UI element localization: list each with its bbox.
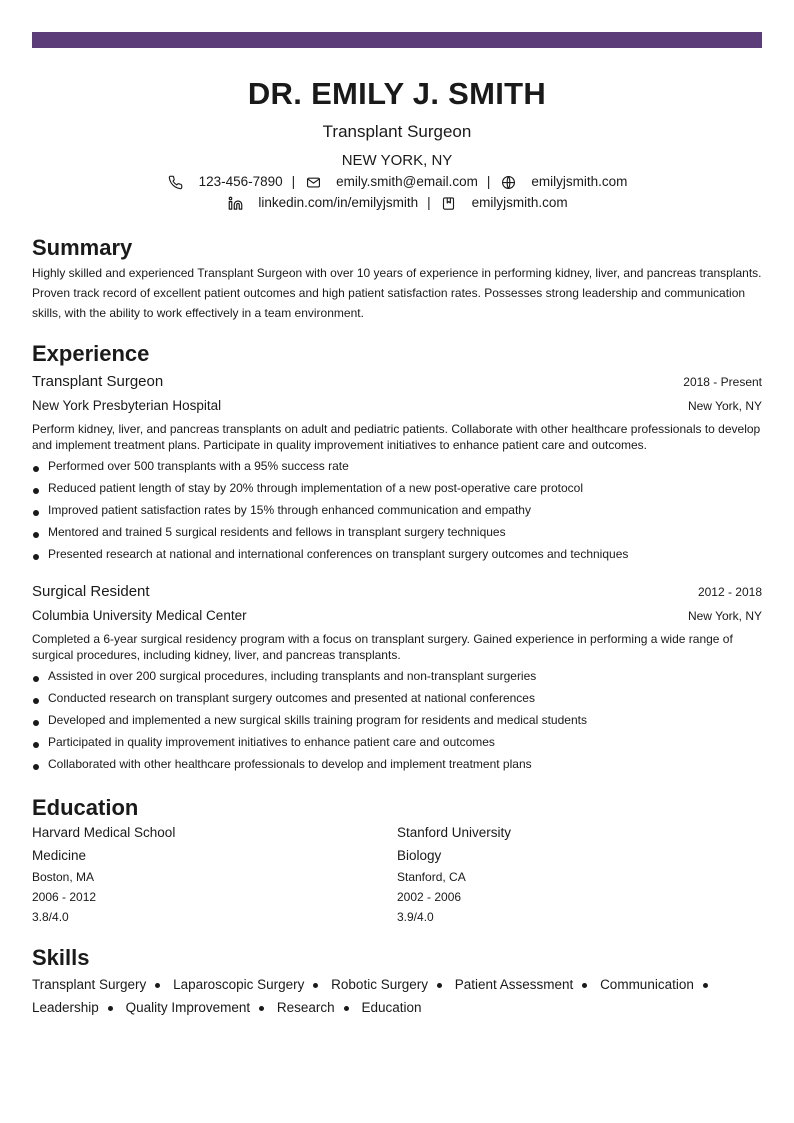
skill-item: Research — [276, 1000, 335, 1015]
education-section — [32, 795, 762, 927]
education-gpa: 3.9/4.0 — [397, 910, 434, 924]
skill-item: Education — [361, 1000, 422, 1015]
education-field: Biology — [397, 848, 442, 863]
job-title: Surgical Resident — [32, 583, 150, 600]
portfolio-item — [440, 193, 568, 213]
list-item — [32, 665, 762, 687]
accent-bar — [32, 32, 762, 48]
education-grid — [32, 822, 762, 927]
resume-header — [32, 76, 762, 213]
linkedin-link[interactable]: linkedin.com/in/emilyjsmith — [258, 195, 419, 210]
bullet-icon — [33, 720, 39, 726]
section-heading-experience: Experience — [32, 341, 150, 366]
bookmark-icon — [440, 194, 458, 212]
candidate-title: Transplant Surgeon — [322, 122, 472, 141]
job-description: Completed a 6-year surgical residency program with a focus on transplant surgery. Gained experience in performing a wide range of surgical procedures, including kidney, liver, and pancreas transplants. — [32, 632, 733, 662]
achievement-text: Conducted research on transplant surgery outcomes and presented at national conferences — [48, 691, 535, 705]
globe-icon — [499, 173, 517, 191]
education-entry — [397, 822, 762, 927]
achievement-text: Mentored and trained 5 surgical residents and fellows in transplant surgery techniques — [48, 525, 506, 539]
job-achievements — [32, 455, 762, 565]
bullet-icon — [582, 983, 587, 988]
bullet-icon — [33, 510, 39, 516]
portfolio-link[interactable]: emilyjsmith.com — [471, 195, 568, 210]
list-item — [32, 455, 762, 477]
skills-list — [32, 973, 762, 1019]
job-entry — [32, 371, 762, 565]
separator: | — [486, 174, 491, 189]
bullet-icon — [155, 983, 160, 988]
candidate-name: DR. EMILY J. SMITH — [247, 76, 547, 111]
education-location: Boston, MA — [32, 870, 95, 884]
section-heading-summary: Summary — [32, 235, 133, 260]
bullet-icon — [33, 554, 39, 560]
achievement-text: Participated in quality improvement initiatives to enhance patient care and outcomes — [48, 735, 495, 749]
website-link[interactable]: emilyjsmith.com — [531, 174, 628, 189]
contact-row-primary — [32, 172, 762, 192]
skill-item: Communication — [600, 977, 694, 992]
separator: | — [291, 174, 296, 189]
job-dates: 2012 - 2018 — [697, 585, 762, 599]
bullet-icon — [703, 983, 708, 988]
bullet-icon — [33, 764, 39, 770]
education-gpa: 3.8/4.0 — [32, 910, 69, 924]
summary-text: Highly skilled and experienced Transplant Surgeon with over 10 years of experience in performing kidney, liver, and pancreas transplants. Proven track record of excellent patient outcomes and high patient satisfaction rates. Possesses strong leadership and communication skills, with the ability to work effectively in a team environment. — [32, 266, 762, 320]
list-item — [32, 521, 762, 543]
job-title: Transplant Surgeon — [32, 373, 164, 390]
email-link[interactable]: emily.smith@email.com — [336, 174, 478, 189]
experience-section — [32, 341, 762, 775]
job-header-row — [32, 371, 762, 393]
website-item — [499, 172, 627, 192]
job-organization: New York Presbyterian Hospital — [32, 398, 222, 413]
bullet-icon — [33, 466, 39, 472]
separator: | — [427, 195, 431, 210]
skill-item: Robotic Surgery — [331, 977, 428, 992]
bullet-icon — [259, 1006, 264, 1011]
phone-text[interactable]: 123-456-7890 — [198, 174, 283, 189]
achievement-text: Collaborated with other healthcare professionals to develop and implement treatment plans — [48, 757, 532, 771]
skill-item: Patient Assessment — [454, 977, 574, 992]
job-location: New York, NY — [687, 399, 762, 413]
list-item — [32, 709, 762, 731]
bullet-icon — [33, 676, 39, 682]
bullet-icon — [33, 488, 39, 494]
list-item — [32, 499, 762, 521]
skill-item: Laparoscopic Surgery — [173, 977, 305, 992]
bullet-icon — [33, 532, 39, 538]
education-school: Stanford University — [397, 825, 512, 840]
linkedin-icon — [226, 194, 244, 212]
list-item — [32, 731, 762, 753]
mail-icon — [304, 173, 322, 191]
list-item — [32, 543, 762, 565]
section-heading-education: Education — [32, 795, 139, 820]
summary-section — [32, 235, 762, 323]
job-location: New York, NY — [687, 609, 762, 623]
achievement-text: Presented research at national and international conferences on transplant surgery outcomes and techniques — [48, 547, 629, 561]
achievement-text: Assisted in over 200 surgical procedures, including transplants and non-transplant surgeries — [48, 669, 537, 683]
education-school: Harvard Medical School — [32, 825, 176, 840]
resume-page — [32, 32, 762, 1019]
bullet-icon — [437, 983, 442, 988]
achievement-text: Performed over 500 transplants with a 95% success rate — [48, 459, 349, 473]
skill-item: Leadership — [32, 1000, 99, 1015]
job-org-row — [32, 393, 762, 417]
list-item — [32, 477, 762, 499]
phone-icon — [167, 173, 185, 191]
bullet-icon — [33, 742, 39, 748]
job-organization: Columbia University Medical Center — [32, 608, 247, 623]
bullet-icon — [108, 1006, 113, 1011]
job-entry — [32, 581, 762, 775]
education-location: Stanford, CA — [397, 870, 466, 884]
job-achievements — [32, 665, 762, 775]
skill-item: Quality Improvement — [125, 1000, 251, 1015]
section-heading-skills: Skills — [32, 945, 90, 970]
job-org-row — [32, 603, 762, 627]
linkedin-item — [226, 193, 418, 213]
achievement-text: Reduced patient length of stay by 20% through implementation of a new post-operative care protocol — [48, 481, 583, 495]
phone-item — [167, 172, 283, 192]
job-dates: 2018 - Present — [683, 375, 762, 389]
bullet-icon — [344, 1006, 349, 1011]
achievement-text: Developed and implemented a new surgical skills training program for residents and medical students — [48, 713, 587, 727]
email-item — [304, 172, 478, 192]
candidate-location: NEW YORK, NY — [341, 152, 453, 169]
education-dates: 2002 - 2006 — [397, 890, 462, 904]
contact-row-secondary — [32, 193, 762, 213]
list-item — [32, 753, 762, 775]
education-dates: 2006 - 2012 — [32, 890, 97, 904]
achievement-text: Improved patient satisfaction rates by 15% through enhanced communication and empathy — [48, 503, 531, 517]
list-item — [32, 687, 762, 709]
education-entry — [32, 822, 397, 927]
bullet-icon — [313, 983, 318, 988]
education-field: Medicine — [32, 848, 87, 863]
job-description: Perform kidney, liver, and pancreas transplants on adult and pediatric patients. Collaborate with other healthcare professionals to develop and implement treatment plans. Participate in quality improvement initiatives to enhance patient care and outcomes. — [32, 422, 761, 452]
bullet-icon — [33, 698, 39, 704]
job-header-row — [32, 581, 762, 603]
skill-item: Transplant Surgery — [32, 977, 147, 992]
skills-section — [32, 945, 762, 1019]
